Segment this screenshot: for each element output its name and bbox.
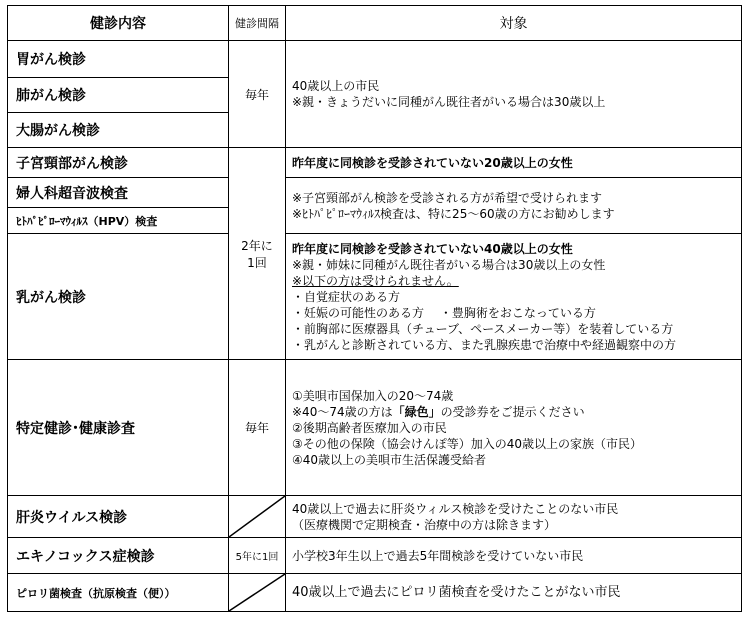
interval-biennial: 2年に 1回 xyxy=(229,148,286,360)
header-target: 対象 xyxy=(286,6,742,41)
interval-none-1 xyxy=(229,496,286,538)
target-g6: 小学校3年生以上で過去5年間検診を受けていない市民 xyxy=(286,538,742,574)
exam-hepatitis: 肝炎ウイルス検診 xyxy=(8,496,229,538)
interval-yearly-2: 毎年 xyxy=(229,360,286,496)
target-g5-line: （医療機関で定期検査・治療中の方は除きます） xyxy=(292,517,557,532)
target-g4-line2c: の受診券をご提示ください xyxy=(440,404,585,419)
diagonal-slash xyxy=(229,574,285,611)
target-g3-item: ・前胸部に医療器具（チューブ、ペースメーカー等）を装着している方 xyxy=(292,321,674,336)
table-row xyxy=(8,148,742,178)
target-g5 xyxy=(286,496,742,538)
target-g4-green: 「緑色」 xyxy=(392,404,441,419)
exam-pylori: ピロリ菌検査（抗原検査（便）） xyxy=(8,574,229,612)
target-g2-line: ※ﾋﾄﾊﾟﾋﾟﾛｰﾏｳｨﾙｽ検査は、特に25～60歳の方にお勧めします xyxy=(292,206,615,221)
exam-cervical-cancer: 子宮頸部がん検診 xyxy=(8,148,229,178)
target-g4-line2a: ※40～74歳の方は xyxy=(292,404,393,419)
target-g3-item: ・妊娠の可能性のある方 ・豊胸術をおこなっている方 xyxy=(292,305,596,320)
interval-yearly-1: 毎年 xyxy=(229,41,286,148)
target-g3-line3: ※以下の方は受けられません。 xyxy=(292,273,459,288)
table-row xyxy=(8,178,742,208)
header-row xyxy=(8,6,742,41)
target-g4-item: ③その他の保険（協会けんぽ等）加入の40歳以上の家族（市民） xyxy=(292,436,643,451)
target-g5-line: 40歳以上で過去に肝炎ウィルス検診を受けたことのない市民 xyxy=(292,501,619,516)
target-g4 xyxy=(286,360,742,496)
target-g1-line: 40歳以上の市民 xyxy=(292,79,380,93)
exam-colon-cancer: 大腸がん検診 xyxy=(8,113,229,148)
target-g3-item: ・乳がんと診断されている方、また乳腺疾患で治療中や経過観察中の方 xyxy=(292,337,677,352)
target-g3-item: ・自覚症状のある方 xyxy=(292,289,401,304)
exam-ultrasound: 婦人科超音波検査 xyxy=(8,178,229,208)
target-g4-item: ④40歳以上の美唄市生活保護受給者 xyxy=(292,452,487,467)
table-row xyxy=(8,538,742,574)
header-interval: 健診間隔 xyxy=(229,6,286,41)
exam-echinococcus: エキノコックス症検診 xyxy=(8,538,229,574)
exam-specific-checkup: 特定健診･健康診査 xyxy=(8,360,229,496)
health-checkup-table xyxy=(7,5,742,612)
target-g4-line1: ①美唄市国保加入の20～74歳 xyxy=(292,388,454,403)
target-g3 xyxy=(286,234,742,360)
target-g3-line2: ※親・姉妹に同種がん既往者がいる場合は30歳以上の女性 xyxy=(292,257,606,272)
target-g1-line: ※親・きょうだいに同種がん既往者がいる場合は30歳以上 xyxy=(292,95,606,109)
target-g2-rest xyxy=(286,178,742,234)
target-g4-line2 xyxy=(292,404,735,420)
target-g1 xyxy=(286,41,742,148)
table-row xyxy=(8,360,742,496)
target-g2-line1: 昨年度に同検診を受診されていない20歳以上の女性 xyxy=(286,148,742,178)
interval-none-2 xyxy=(229,574,286,612)
exam-lung-cancer: 肺がん検診 xyxy=(8,78,229,113)
target-g4-item: ②後期高齢者医療加入の市民 xyxy=(292,420,447,435)
table-row xyxy=(8,41,742,78)
table-row xyxy=(8,234,742,360)
target-g7: 40歳以上で過去にピロリ菌検査を受けたことがない市民 xyxy=(286,574,742,612)
header-exam: 健診内容 xyxy=(8,6,229,41)
table-row xyxy=(8,574,742,612)
exam-hpv: ﾋﾄﾊﾟﾋﾟﾛｰﾏｳｨﾙｽ（HPV）検査 xyxy=(8,208,229,234)
target-g3-line1: 昨年度に同検診を受診されていない40歳以上の女性 xyxy=(292,241,573,256)
table-row xyxy=(8,496,742,538)
exam-breast-cancer: 乳がん検診 xyxy=(8,234,229,360)
interval-5-years: 5年に1回 xyxy=(229,538,286,574)
exam-stomach-cancer: 胃がん検診 xyxy=(8,41,229,78)
target-g2-line: ※子宮頸部がん検診を受診される方が希望で受けられます xyxy=(292,190,603,205)
diagonal-slash xyxy=(229,496,285,537)
